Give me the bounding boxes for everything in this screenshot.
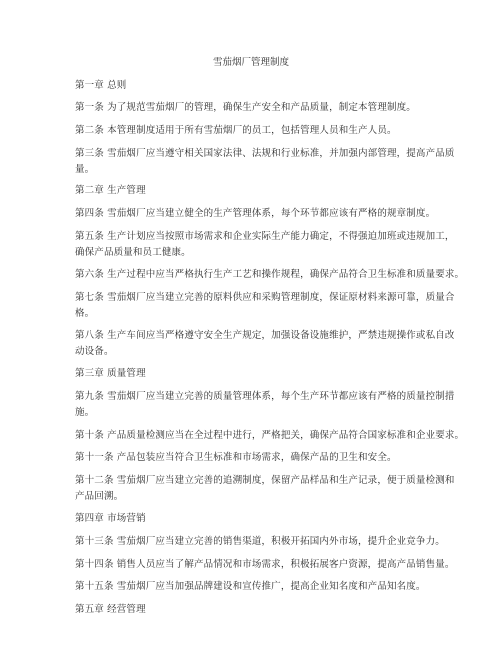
- document-title: 雪茄烟厂管理制度: [212, 57, 289, 68]
- article-paragraph: 第十一条 产品包装应当符合卫生标准和市场需求，确保产品的卫生和安全。: [75, 452, 397, 463]
- article-paragraph: 第十二条 雪茄烟厂应当建立完善的追溯制度，保留产品样品和生产记录，便于质量检测和: [75, 475, 455, 486]
- article-continuation: 施。: [75, 407, 95, 418]
- article-paragraph: 第三条 雪茄烟厂应当遵守相关国家法律、法规和行业标准，并加强内部管理，提高产品质: [75, 148, 455, 159]
- chapter-heading: 第二章 生产管理: [75, 185, 146, 196]
- article-paragraph: 第九条 雪茄烟厂应当建立完善的质量管理体系，每个生产环节都应该有严格的质量控制措: [75, 391, 455, 402]
- article-paragraph: 第一条 为了规范雪茄烟厂的管理，确保生产安全和产品质量，制定本管理制度。: [75, 102, 416, 113]
- article-continuation: 量。: [75, 164, 95, 175]
- chapter-heading: 第四章 市场营销: [75, 513, 146, 524]
- article-continuation: 格。: [75, 308, 95, 319]
- article-paragraph: 第七条 雪茄烟厂应当建立完善的原料供应和采购管理制度，保证原材料来源可靠，质量合: [75, 292, 455, 303]
- article-paragraph: 第十五条 雪茄烟厂应当加强品牌建设和宣传推广，提高企业知名度和产品知名度。: [75, 581, 426, 592]
- chapter-heading: 第一章 总则: [75, 80, 127, 91]
- article-paragraph: 第四条 雪茄烟厂应当建立健全的生产管理体系，每个环节都应该有严格的规章制度。: [75, 208, 436, 219]
- chapter-heading: 第五章 经营管理: [75, 604, 146, 615]
- chapter-heading: 第三章 质量管理: [75, 368, 146, 379]
- article-paragraph: 第十三条 雪茄烟厂应当建立完善的销售渠道，积极开拓国内外市场，提升企业竞争力。: [75, 536, 445, 547]
- article-paragraph: 第十条 产品质量检测应当在全过程中进行，严格把关，确保产品符合国家标准和企业要求。: [75, 430, 465, 441]
- article-paragraph: 第八条 生产车间应当严格遵守安全生产规定，加强设备设施维护，严禁违规操作或私自改: [75, 330, 455, 341]
- article-paragraph: 第五条 生产计划应当按照市场需求和企业实际生产能力确定，不得强迫加班或违规加工，: [75, 231, 455, 242]
- article-continuation: 确保产品质量和员工健康。: [75, 247, 191, 258]
- article-continuation: 动设备。: [75, 346, 114, 357]
- article-paragraph: 第二条 本管理制度适用于所有雪茄烟厂的员工，包括管理人员和生产人员。: [75, 125, 397, 136]
- article-paragraph: 第十四条 销售人员应当了解产品情况和市场需求，积极拓展客户资源，提高产品销售量。: [75, 559, 455, 570]
- article-continuation: 产品回溯。: [75, 491, 124, 502]
- article-paragraph: 第六条 生产过程中应当严格执行生产工艺和操作规程，确保产品符合卫生标准和质量要求。: [75, 269, 465, 280]
